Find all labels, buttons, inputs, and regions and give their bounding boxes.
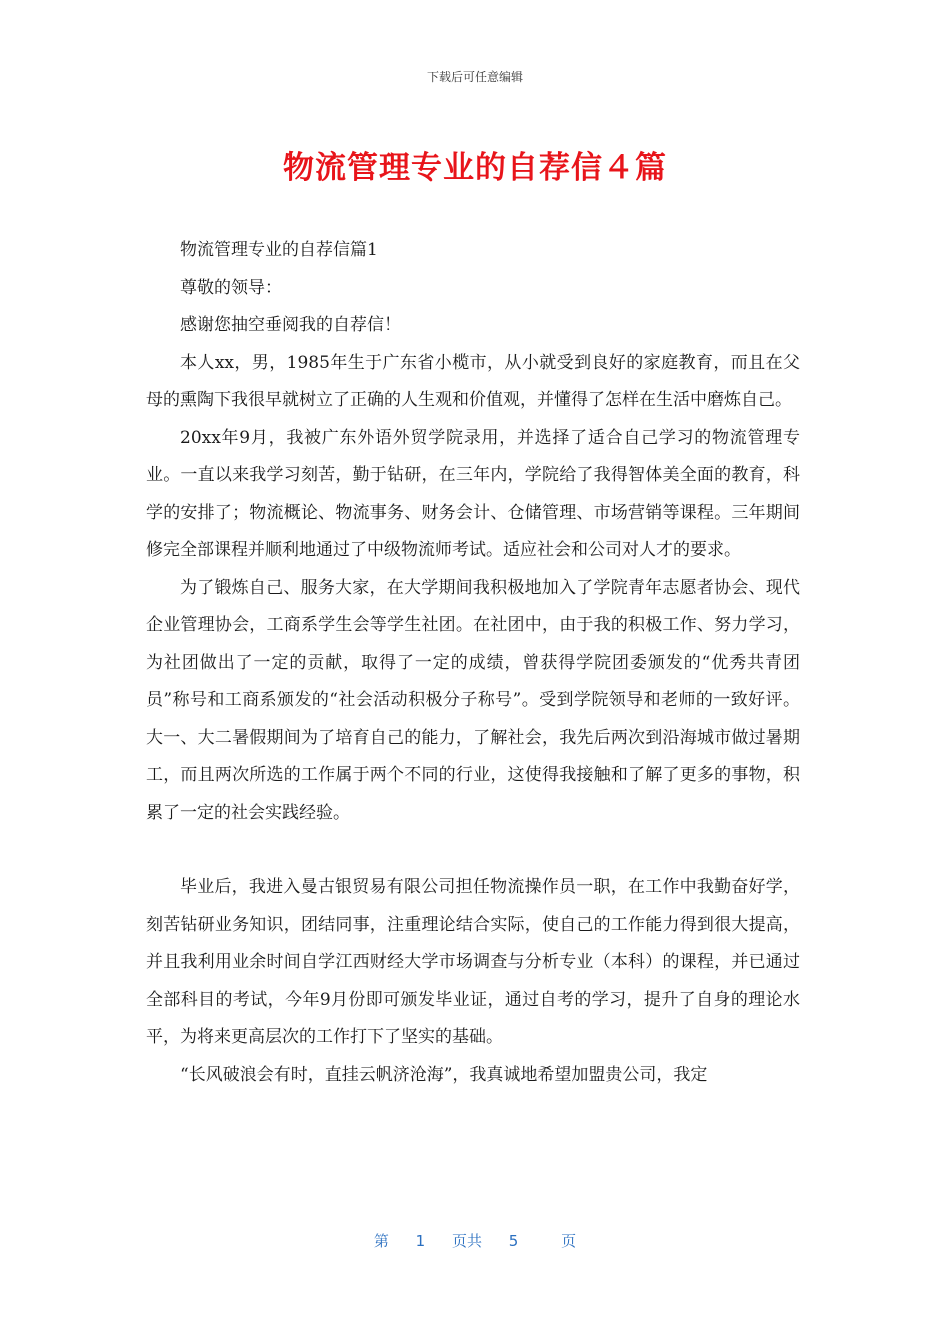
header-note: 下载后可任意编辑 bbox=[426, 70, 523, 84]
page-title: 物流管理专业的自荐信４篇 bbox=[283, 150, 667, 186]
paragraph-intro: 本人xx，男，1985年生于广东省小榄市，从小就受到良好的家庭教育，而且在父母的熏陶下我很早就树立了正确的人生观和价值观，并懂得了怎样在生活中磨炼自己。 bbox=[146, 352, 800, 410]
paragraph-section-title: 物流管理专业的自荐信篇1 bbox=[180, 240, 378, 260]
paragraph-activities: 为了锻炼自己、服务大家，在大学期间我积极地加入了学院青年志愿者协会、现代企业管理协会，工商系学生会等学生社团。在社团中，由于我的积极工作、努力学习，为社团做出了一定的贡献，取得了一定的成绩，曾获得学院团委颁发的“优秀共青团员”称号和工商系颁发的“社会活动积极分子称号”。受到学院领导和老师的一致好评。大一、大二暑假期间为了培育自己的能力，了解社会，我先后两次到沿海城市做过暑期工，而且两次所选的工作属于两个不同的行业，这使得我接触和了解了更多的事物，积累了一定的社会实践经验。 bbox=[146, 577, 800, 823]
letter-body bbox=[146, 232, 800, 1094]
paragraph-closing: “长风破浪会有时，直挂云帆济沧海”，我真诚地希望加盟贵公司，我定 bbox=[180, 1064, 708, 1085]
paragraph-education: 20xx年9月，我被广东外语外贸学院录用，并选择了适合自己学习的物流管理专业。一直以来我学习刻苦，勤于钻研，在三年内，学院给了我得智体美全面的教育，科学的安排了；物流概论、物流事务、财务会计、仓储管理、市场营销等课程。三年期间修完全部课程并顺利地通过了中级物流师考试。适应社会和公司对人才的要求。 bbox=[146, 427, 800, 560]
footer-prefix: 第 bbox=[373, 1232, 389, 1250]
page-footer bbox=[0, 1230, 950, 1251]
paragraph-thanks: 感谢您抽空垂阅我的自荐信！ bbox=[180, 315, 401, 335]
footer-total-pages: 5 bbox=[508, 1232, 519, 1250]
paragraph-work: 毕业后，我进入曼古银贸易有限公司担任物流操作员一职，在工作中我勤奋好学，刻苦钻研业务知识，团结同事，注重理论结合实际，使自己的工作能力得到很大提高，并且我利用业余时间自学江西财经大学市场调查与分析专业（本科）的课程，并已通过全部科目的考试，今年9月份即可颁发毕业证，通过自考的学习，提升了自身的理论水平，为将来更高层次的工作打下了坚实的基础。 bbox=[146, 877, 800, 1047]
footer-suffix: 页 bbox=[561, 1232, 577, 1250]
footer-middle: 页共 bbox=[451, 1232, 482, 1250]
paragraph-salutation: 尊敬的领导： bbox=[180, 277, 282, 298]
footer-page-number: 1 bbox=[415, 1232, 426, 1250]
